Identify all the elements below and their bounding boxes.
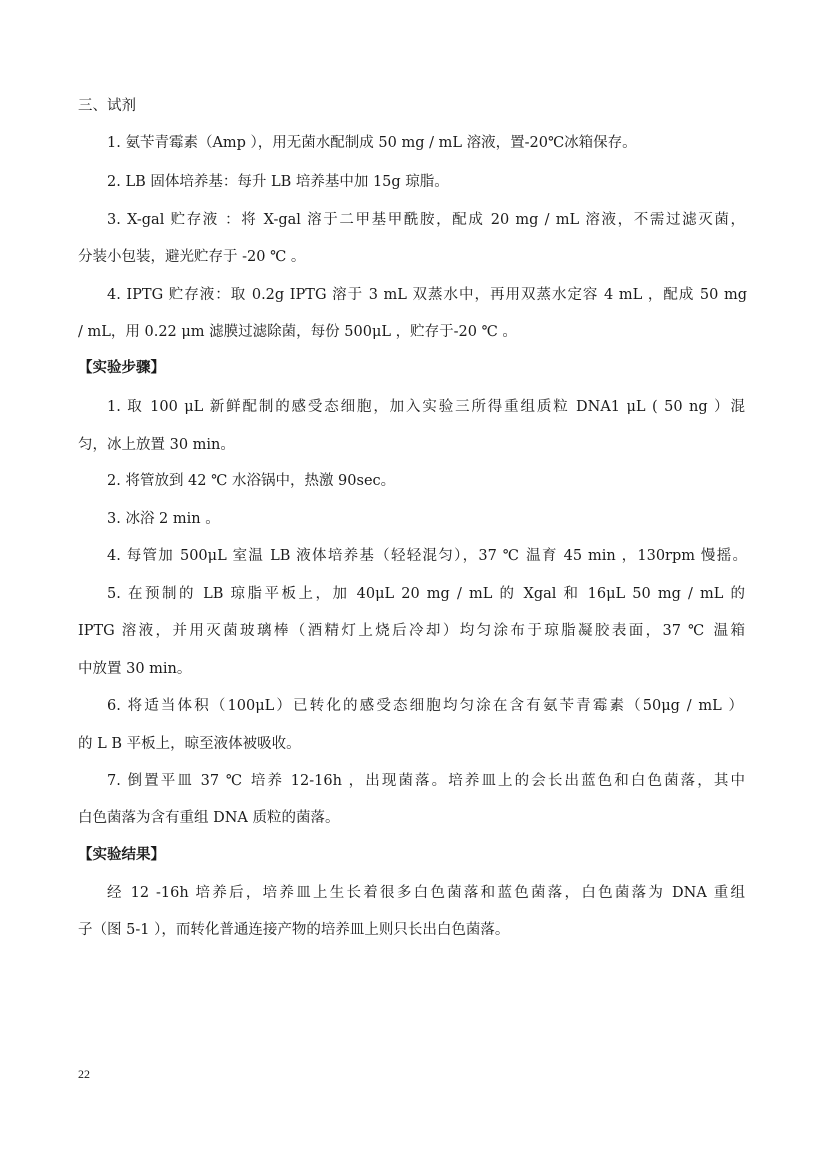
section-heading-procedure: 【实验步骤】: [78, 359, 165, 376]
reagent-item-2: 2. LB 固体培养基：每升 LB 培养基中加 15g 琼脂。: [107, 174, 449, 190]
reagent-item-3-line-2: 分装小包装，避光贮存于 -20 ℃ 。: [78, 249, 306, 265]
procedure-step-6-line-2: 的 L B 平板上，晾至液体被吸收。: [78, 736, 301, 752]
reagent-item-4-line-1: 4. IPTG 贮存液：取 0.2g IPTG 溶于 3 mL 双蒸水中，再用双蒸水定容 4 mL ，配成 50 mg: [107, 287, 747, 303]
procedure-step-6-line-1: 6. 将适当体积（100μL）已转化的感受态细胞均匀涂在含有氨苄青霉素（50μg / mL ）: [107, 698, 743, 714]
page-number: 22: [78, 1067, 90, 1081]
section-heading-reagents: 三、试剂: [78, 98, 136, 114]
procedure-step-4: 4. 每管加 500μL 室温 LB 液体培养基（轻轻混匀），37 ℃ 温育 45 min ，130rpm 慢摇。: [107, 548, 747, 564]
procedure-step-2: 2. 将管放到 42 ℃ 水浴锅中，热激 90sec。: [107, 473, 396, 489]
procedure-step-5-line-2: IPTG 溶液，并用灭菌玻璃棒（酒精灯上烧后冷却）均匀涂布于琼脂凝胶表面，37 ℃ 温箱: [78, 623, 745, 639]
procedure-step-5-line-3: 中放置 30 min。: [78, 661, 192, 677]
procedure-step-1-line-2: 匀，冰上放置 30 min。: [78, 437, 235, 453]
procedure-step-7-line-2: 白色菌落为含有重组 DNA 质粒的菌落。: [78, 810, 340, 826]
reagent-item-1: 1. 氨苄青霉素（Amp ），用无菌水配制成 50 mg / mL 溶液，置-20℃冰箱保存。: [107, 135, 637, 151]
section-heading-results: 【实验结果】: [78, 846, 165, 863]
procedure-step-5-line-1: 5. 在预制的 LB 琼脂平板上，加 40μL 20 mg / mL 的 Xgal 和 16μL 50 mg / mL 的: [107, 586, 745, 602]
procedure-step-1-line-1: 1. 取 100 μL 新鲜配制的感受态细胞，加入实验三所得重组质粒 DNA1 μL ( 50 ng ）混: [107, 399, 745, 415]
procedure-step-7-line-1: 7. 倒置平皿 37 ℃ 培养 12-16h ，出现菌落。培养皿上的会长出蓝色和白色菌落，其中: [107, 773, 745, 789]
reagent-item-4-line-2: / mL，用 0.22 μm 滤膜过滤除菌，每份 500μL ，贮存于-20 ℃ 。: [78, 324, 517, 340]
reagent-item-3-line-1: 3. X-gal 贮存液 ：将 X-gal 溶于二甲基甲酰胺，配成 20 mg / mL 溶液，不需过滤灭菌，: [107, 212, 745, 228]
results-paragraph-line-2: 子（图 5-1 ），而转化普通连接产物的培养皿上则只长出白色菌落。: [78, 922, 510, 938]
results-paragraph-line-1: 经 12 -16h 培养后，培养皿上生长着很多白色菌落和蓝色菌落，白色菌落为 DNA 重组: [107, 885, 745, 901]
procedure-step-3: 3. 冰浴 2 min 。: [107, 511, 220, 527]
